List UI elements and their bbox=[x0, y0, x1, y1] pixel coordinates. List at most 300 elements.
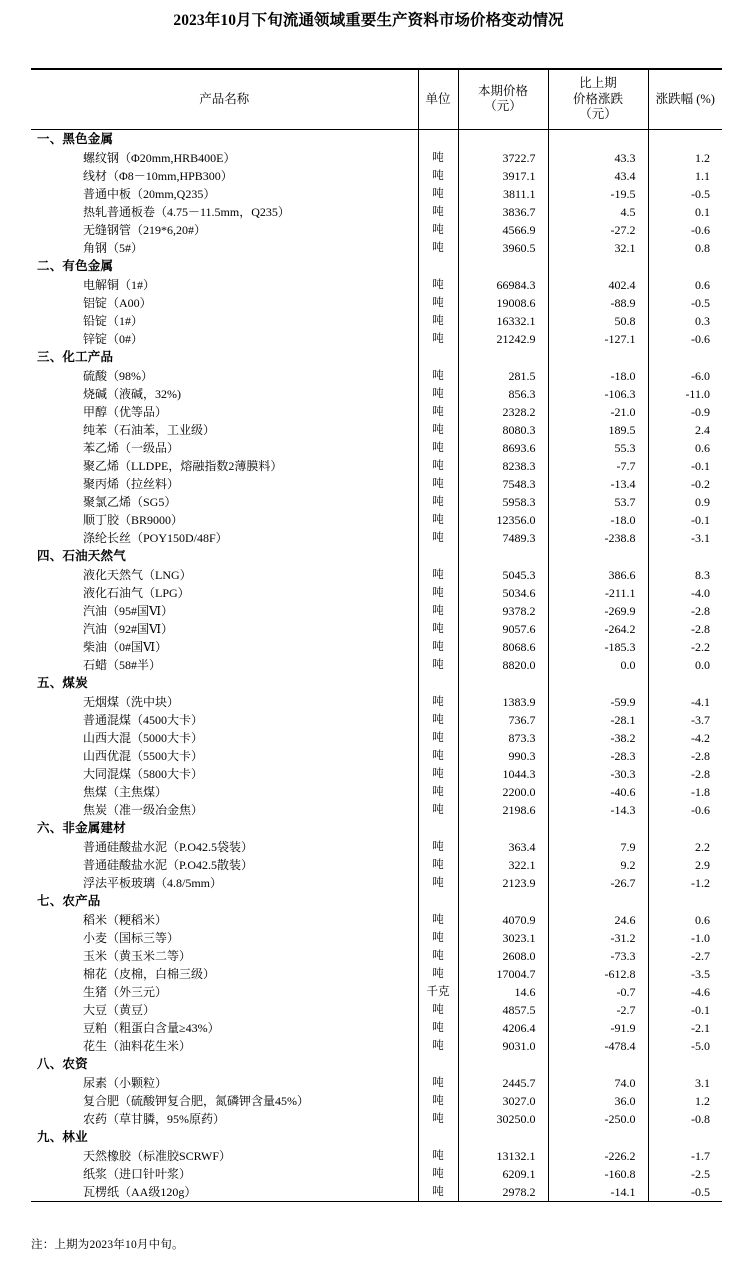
section-empty-cell-change bbox=[548, 1055, 648, 1074]
current-price: 2123.9 bbox=[458, 874, 548, 892]
product-unit: 吨 bbox=[418, 747, 458, 765]
table-row bbox=[31, 638, 722, 656]
percent-change: 0.6 bbox=[648, 911, 722, 929]
product-unit: 吨 bbox=[418, 475, 458, 493]
product-name: 稻米（粳稻米） bbox=[83, 912, 168, 927]
table-row bbox=[31, 1183, 722, 1202]
table-row bbox=[31, 1092, 722, 1110]
current-price: 5045.3 bbox=[458, 566, 548, 584]
section-empty-cell-pct bbox=[648, 674, 722, 693]
price-change: 7.9 bbox=[548, 838, 648, 856]
percent-change: -3.5 bbox=[648, 965, 722, 983]
percent-change: 2.4 bbox=[648, 421, 722, 439]
section-empty-cell-pct bbox=[648, 129, 722, 149]
column-header-current-price-line1: 本期价格 bbox=[477, 83, 528, 98]
product-name: 涤纶长丝（POY150D/48F） bbox=[83, 530, 228, 545]
section-empty-cell-unit bbox=[418, 674, 458, 693]
product-name: 纯苯（石油苯，工业级） bbox=[83, 422, 216, 437]
percent-change: -0.9 bbox=[648, 403, 722, 421]
price-change: -18.0 bbox=[548, 367, 648, 385]
section-empty-cell-price bbox=[458, 674, 548, 693]
product-name: 普通硅酸盐水泥（P.O42.5散装） bbox=[83, 857, 254, 872]
product-unit: 吨 bbox=[418, 167, 458, 185]
table-row bbox=[31, 838, 722, 856]
column-header-price-change-line1: 比上期 bbox=[579, 76, 617, 90]
product-name: 天然橡胶（标准胶SCRWF） bbox=[83, 1148, 232, 1163]
table-header bbox=[31, 69, 722, 129]
section-empty-cell-change bbox=[548, 547, 648, 566]
percent-change: -0.5 bbox=[648, 185, 722, 203]
percent-change: -0.1 bbox=[648, 511, 722, 529]
product-unit: 吨 bbox=[418, 693, 458, 711]
percent-change: -0.1 bbox=[648, 1001, 722, 1019]
current-price: 1383.9 bbox=[458, 693, 548, 711]
price-change: -0.7 bbox=[548, 983, 648, 1001]
product-name: 焦煤（主焦煤） bbox=[83, 784, 168, 799]
product-unit: 吨 bbox=[418, 783, 458, 801]
section-empty-cell-change bbox=[548, 892, 648, 911]
table-row bbox=[31, 439, 722, 457]
price-change: -38.2 bbox=[548, 729, 648, 747]
current-price: 3960.5 bbox=[458, 239, 548, 257]
current-price: 17004.7 bbox=[458, 965, 548, 983]
product-name: 热轧普通板卷（4.75－11.5mm，Q235） bbox=[83, 204, 290, 219]
table-header-row bbox=[31, 69, 722, 129]
percent-change: 3.1 bbox=[648, 1074, 722, 1092]
percent-change: 1.1 bbox=[648, 167, 722, 185]
table-row bbox=[31, 947, 722, 965]
table-row bbox=[31, 765, 722, 783]
percent-change: -2.2 bbox=[648, 638, 722, 656]
section-empty-cell-pct bbox=[648, 257, 722, 276]
current-price: 3917.1 bbox=[458, 167, 548, 185]
percent-change: -0.5 bbox=[648, 1183, 722, 1202]
product-name: 聚乙烯（LLDPE，熔融指数2薄膜料） bbox=[83, 458, 283, 473]
price-change: 4.5 bbox=[548, 203, 648, 221]
current-price: 66984.3 bbox=[458, 276, 548, 294]
table-row bbox=[31, 1001, 722, 1019]
price-change: 386.6 bbox=[548, 566, 648, 584]
price-change: -238.8 bbox=[548, 529, 648, 547]
percent-change: -2.1 bbox=[648, 1019, 722, 1037]
product-unit: 吨 bbox=[418, 439, 458, 457]
product-name: 液化天然气（LNG） bbox=[83, 567, 192, 582]
page-title: 2023年10月下旬流通领域重要生产资料市场价格变动情况 bbox=[173, 12, 564, 29]
current-price: 21242.9 bbox=[458, 330, 548, 348]
table-row bbox=[31, 511, 722, 529]
section-label: 九、林业 bbox=[37, 1129, 88, 1144]
product-unit: 吨 bbox=[418, 493, 458, 511]
section-label: 六、非金属建材 bbox=[37, 820, 126, 835]
percent-change: 0.8 bbox=[648, 239, 722, 257]
product-unit: 吨 bbox=[418, 421, 458, 439]
product-name: 大豆（黄豆） bbox=[83, 1002, 156, 1017]
current-price: 3023.1 bbox=[458, 929, 548, 947]
price-change: -160.8 bbox=[548, 1165, 648, 1183]
product-unit: 吨 bbox=[418, 965, 458, 983]
price-change: 36.0 bbox=[548, 1092, 648, 1110]
current-price: 8080.3 bbox=[458, 421, 548, 439]
product-name: 苯乙烯（一级品） bbox=[83, 440, 180, 455]
percent-change: -2.8 bbox=[648, 620, 722, 638]
section-empty-cell-price bbox=[458, 1055, 548, 1074]
current-price: 4566.9 bbox=[458, 221, 548, 239]
product-unit: 吨 bbox=[418, 239, 458, 257]
product-unit: 吨 bbox=[418, 711, 458, 729]
product-unit: 吨 bbox=[418, 1147, 458, 1165]
product-unit: 吨 bbox=[418, 729, 458, 747]
product-name: 硫酸（98%） bbox=[83, 368, 153, 383]
current-price: 4857.5 bbox=[458, 1001, 548, 1019]
current-price: 2328.2 bbox=[458, 403, 548, 421]
price-change: -26.7 bbox=[548, 874, 648, 892]
percent-change: -4.6 bbox=[648, 983, 722, 1001]
section-empty-cell-unit bbox=[418, 257, 458, 276]
product-name: 农药（草甘膦，95%原药） bbox=[83, 1111, 225, 1126]
product-name: 顺丁胶（BR9000） bbox=[83, 512, 184, 527]
table-row bbox=[31, 475, 722, 493]
current-price: 5958.3 bbox=[458, 493, 548, 511]
product-name: 山西优混（5500大卡） bbox=[83, 748, 204, 763]
product-unit: 吨 bbox=[418, 149, 458, 167]
section-empty-cell-unit bbox=[418, 819, 458, 838]
current-price: 19008.6 bbox=[458, 294, 548, 312]
table-row bbox=[31, 729, 722, 747]
price-change: -88.9 bbox=[548, 294, 648, 312]
product-unit: 吨 bbox=[418, 1001, 458, 1019]
table-section-header-row bbox=[31, 1055, 722, 1074]
price-change: 0.0 bbox=[548, 656, 648, 674]
table-row bbox=[31, 1147, 722, 1165]
price-table-container bbox=[31, 68, 722, 1202]
percent-change: 0.0 bbox=[648, 656, 722, 674]
percent-change: -0.2 bbox=[648, 475, 722, 493]
product-name: 电解铜（1#） bbox=[83, 277, 156, 292]
product-name: 无烟煤（洗中块） bbox=[83, 694, 180, 709]
table-row bbox=[31, 1037, 722, 1055]
section-label: 一、黑色金属 bbox=[37, 131, 114, 146]
section-empty-cell-price bbox=[458, 547, 548, 566]
product-unit: 吨 bbox=[418, 856, 458, 874]
section-label: 四、石油天然气 bbox=[37, 548, 126, 563]
percent-change: 0.3 bbox=[648, 312, 722, 330]
section-empty-cell-price bbox=[458, 257, 548, 276]
section-empty-cell-unit bbox=[418, 1055, 458, 1074]
product-unit: 吨 bbox=[418, 838, 458, 856]
product-name: 小麦（国标三等） bbox=[83, 930, 180, 945]
product-name: 锌锭（0#） bbox=[83, 331, 144, 346]
section-empty-cell-unit bbox=[418, 1128, 458, 1147]
product-unit: 吨 bbox=[418, 457, 458, 475]
product-name: 聚氯乙烯（SG5） bbox=[83, 494, 177, 509]
section-empty-cell-unit bbox=[418, 547, 458, 566]
table-row bbox=[31, 367, 722, 385]
product-name: 聚丙烯（拉丝料） bbox=[83, 476, 180, 491]
percent-change: -2.8 bbox=[648, 765, 722, 783]
product-name: 汽油（95#国Ⅵ） bbox=[83, 603, 174, 618]
table-row bbox=[31, 167, 722, 185]
product-name: 棉花（皮棉，白棉三级） bbox=[83, 966, 216, 981]
price-change: -73.3 bbox=[548, 947, 648, 965]
current-price: 30250.0 bbox=[458, 1110, 548, 1128]
percent-change: 0.6 bbox=[648, 276, 722, 294]
product-unit: 吨 bbox=[418, 911, 458, 929]
product-name: 铝锭（A00） bbox=[83, 295, 152, 310]
current-price: 363.4 bbox=[458, 838, 548, 856]
product-name: 普通中板（20mm,Q235） bbox=[83, 186, 216, 201]
table-section-header-row bbox=[31, 257, 722, 276]
table-section-header-row bbox=[31, 1128, 722, 1147]
current-price: 2978.2 bbox=[458, 1183, 548, 1202]
product-name: 柴油（0#国Ⅵ） bbox=[83, 639, 168, 654]
product-name: 螺纹钢（Φ20mm,HRB400E） bbox=[83, 150, 236, 165]
current-price: 873.3 bbox=[458, 729, 548, 747]
current-price: 5034.6 bbox=[458, 584, 548, 602]
percent-change: -3.7 bbox=[648, 711, 722, 729]
current-price: 7548.3 bbox=[458, 475, 548, 493]
percent-change: 0.6 bbox=[648, 439, 722, 457]
column-header-price-change bbox=[548, 69, 648, 129]
product-name: 大同混煤（5800大卡） bbox=[83, 766, 204, 781]
table-row bbox=[31, 856, 722, 874]
price-change: -31.2 bbox=[548, 929, 648, 947]
percent-change: 1.2 bbox=[648, 149, 722, 167]
price-change: -478.4 bbox=[548, 1037, 648, 1055]
price-change: -264.2 bbox=[548, 620, 648, 638]
section-empty-cell-unit bbox=[418, 348, 458, 367]
percent-change: -11.0 bbox=[648, 385, 722, 403]
current-price: 7489.3 bbox=[458, 529, 548, 547]
table-row bbox=[31, 965, 722, 983]
product-unit: 吨 bbox=[418, 874, 458, 892]
current-price: 3836.7 bbox=[458, 203, 548, 221]
price-change: -106.3 bbox=[548, 385, 648, 403]
table-row bbox=[31, 911, 722, 929]
percent-change: -2.8 bbox=[648, 602, 722, 620]
section-empty-cell-pct bbox=[648, 892, 722, 911]
product-name: 铅锭（1#） bbox=[83, 313, 144, 328]
table-row bbox=[31, 693, 722, 711]
percent-change: -6.0 bbox=[648, 367, 722, 385]
current-price: 9378.2 bbox=[458, 602, 548, 620]
percent-change: -1.8 bbox=[648, 783, 722, 801]
price-change: 53.7 bbox=[548, 493, 648, 511]
section-empty-cell-change bbox=[548, 257, 648, 276]
percent-change: -0.1 bbox=[648, 457, 722, 475]
section-empty-cell-pct bbox=[648, 348, 722, 367]
current-price: 736.7 bbox=[458, 711, 548, 729]
product-unit: 吨 bbox=[418, 765, 458, 783]
product-unit: 吨 bbox=[418, 929, 458, 947]
current-price: 4206.4 bbox=[458, 1019, 548, 1037]
percent-change: -3.1 bbox=[648, 529, 722, 547]
table-row bbox=[31, 385, 722, 403]
column-header-percent-change: 涨跌幅 (%) bbox=[648, 69, 722, 129]
product-name: 无缝钢管（219*6,20#） bbox=[83, 222, 207, 237]
product-unit: 吨 bbox=[418, 1092, 458, 1110]
table-row bbox=[31, 276, 722, 294]
current-price: 8693.6 bbox=[458, 439, 548, 457]
product-unit: 吨 bbox=[418, 1110, 458, 1128]
section-label: 五、煤炭 bbox=[37, 675, 88, 690]
price-change: -18.0 bbox=[548, 511, 648, 529]
product-unit: 吨 bbox=[418, 203, 458, 221]
table-row bbox=[31, 929, 722, 947]
product-name: 石蜡（58#半） bbox=[83, 657, 162, 672]
table-row bbox=[31, 983, 722, 1001]
price-change: 402.4 bbox=[548, 276, 648, 294]
section-empty-cell-price bbox=[458, 1128, 548, 1147]
product-unit: 吨 bbox=[418, 1037, 458, 1055]
price-change: -612.8 bbox=[548, 965, 648, 983]
price-change: -269.9 bbox=[548, 602, 648, 620]
current-price: 9031.0 bbox=[458, 1037, 548, 1055]
current-price: 1044.3 bbox=[458, 765, 548, 783]
price-change: 43.4 bbox=[548, 167, 648, 185]
percent-change: -4.0 bbox=[648, 584, 722, 602]
product-unit: 吨 bbox=[418, 620, 458, 638]
column-header-product-name: 产品名称 bbox=[31, 69, 418, 129]
section-empty-cell-change bbox=[548, 129, 648, 149]
current-price: 4070.9 bbox=[458, 911, 548, 929]
product-unit: 吨 bbox=[418, 385, 458, 403]
current-price: 9057.6 bbox=[458, 620, 548, 638]
price-change: -28.3 bbox=[548, 747, 648, 765]
column-header-price-change-line2: 价格涨跌 bbox=[572, 91, 623, 106]
table-body bbox=[31, 129, 722, 1201]
current-price: 856.3 bbox=[458, 385, 548, 403]
column-header-unit: 单位 bbox=[418, 69, 458, 129]
section-empty-cell-change bbox=[548, 819, 648, 838]
section-label: 三、化工产品 bbox=[37, 349, 114, 364]
table-row bbox=[31, 493, 722, 511]
table-row bbox=[31, 874, 722, 892]
table-row bbox=[31, 1165, 722, 1183]
section-empty-cell-price bbox=[458, 348, 548, 367]
price-change: -27.2 bbox=[548, 221, 648, 239]
table-row bbox=[31, 566, 722, 584]
table-row bbox=[31, 801, 722, 819]
product-name: 瓦楞纸（AA级120g） bbox=[31, 1183, 418, 1202]
product-name: 浮法平板玻璃（4.8/5mm） bbox=[83, 875, 223, 890]
section-label: 七、农产品 bbox=[37, 893, 101, 908]
current-price: 3722.7 bbox=[458, 149, 548, 167]
price-change: 9.2 bbox=[548, 856, 648, 874]
product-unit: 吨 bbox=[418, 1019, 458, 1037]
price-change: -2.7 bbox=[548, 1001, 648, 1019]
product-name: 玉米（黄玉米二等） bbox=[83, 948, 192, 963]
price-change: -30.3 bbox=[548, 765, 648, 783]
table-section-header-row bbox=[31, 348, 722, 367]
column-header-price-change-line3: （元） bbox=[579, 107, 617, 122]
product-unit: 吨 bbox=[418, 566, 458, 584]
price-change: 74.0 bbox=[548, 1074, 648, 1092]
percent-change: -1.7 bbox=[648, 1147, 722, 1165]
table-row bbox=[31, 421, 722, 439]
price-change: 50.8 bbox=[548, 312, 648, 330]
price-change: 24.6 bbox=[548, 911, 648, 929]
price-change: -226.2 bbox=[548, 1147, 648, 1165]
table-row bbox=[31, 529, 722, 547]
current-price: 14.6 bbox=[458, 983, 548, 1001]
current-price: 3027.0 bbox=[458, 1092, 548, 1110]
percent-change: 2.2 bbox=[648, 838, 722, 856]
product-unit: 吨 bbox=[418, 584, 458, 602]
product-unit: 吨 bbox=[418, 638, 458, 656]
product-name: 角钢（5#） bbox=[83, 240, 144, 255]
price-change: 189.5 bbox=[548, 421, 648, 439]
product-unit: 吨 bbox=[418, 185, 458, 203]
product-unit: 吨 bbox=[418, 529, 458, 547]
table-row bbox=[31, 1019, 722, 1037]
product-unit: 吨 bbox=[418, 403, 458, 421]
percent-change: -2.7 bbox=[648, 947, 722, 965]
product-unit: 吨 bbox=[418, 312, 458, 330]
percent-change: -0.8 bbox=[648, 1110, 722, 1128]
table-row bbox=[31, 185, 722, 203]
product-unit: 吨 bbox=[418, 367, 458, 385]
product-unit: 吨 bbox=[418, 330, 458, 348]
product-name: 纸浆（进口针叶浆） bbox=[83, 1166, 192, 1181]
percent-change: 0.9 bbox=[648, 493, 722, 511]
price-change: -13.4 bbox=[548, 475, 648, 493]
product-unit: 吨 bbox=[418, 294, 458, 312]
table-row bbox=[31, 584, 722, 602]
table-section-header-row bbox=[31, 129, 722, 149]
percent-change: 2.9 bbox=[648, 856, 722, 874]
section-empty-cell-price bbox=[458, 819, 548, 838]
current-price: 322.1 bbox=[458, 856, 548, 874]
column-header-current-price-line2: （元） bbox=[484, 99, 522, 114]
current-price: 8820.0 bbox=[458, 656, 548, 674]
section-empty-cell-pct bbox=[648, 1055, 722, 1074]
product-unit: 吨 bbox=[418, 1183, 458, 1202]
product-name: 花生（油料花生米） bbox=[83, 1038, 192, 1053]
percent-change: -1.0 bbox=[648, 929, 722, 947]
section-empty-cell-change bbox=[548, 674, 648, 693]
table-section-header-row bbox=[31, 892, 722, 911]
percent-change: 0.1 bbox=[648, 203, 722, 221]
product-unit: 吨 bbox=[418, 276, 458, 294]
product-unit: 吨 bbox=[418, 221, 458, 239]
section-empty-cell-change bbox=[548, 348, 648, 367]
table-row bbox=[31, 294, 722, 312]
product-unit: 千克 bbox=[418, 983, 458, 1001]
product-name: 普通硅酸盐水泥（P.O42.5袋装） bbox=[83, 839, 254, 854]
product-name: 复合肥（硫酸钾复合肥，氮磷钾含量45%） bbox=[83, 1093, 309, 1108]
product-name: 豆粕（粗蛋白含量≥43%） bbox=[83, 1020, 220, 1035]
table-row bbox=[31, 330, 722, 348]
percent-change: -0.6 bbox=[648, 221, 722, 239]
product-name: 普通混煤（4500大卡） bbox=[83, 712, 204, 727]
current-price: 8238.3 bbox=[458, 457, 548, 475]
price-change: -14.1 bbox=[548, 1183, 648, 1202]
price-change: -250.0 bbox=[548, 1110, 648, 1128]
product-name: 烧碱（液碱，32%) bbox=[83, 386, 181, 401]
current-price: 2198.6 bbox=[458, 801, 548, 819]
section-label: 二、有色金属 bbox=[37, 258, 114, 273]
table-row bbox=[31, 711, 722, 729]
product-name: 尿素（小颗粒） bbox=[83, 1075, 168, 1090]
price-change: 43.3 bbox=[548, 149, 648, 167]
product-unit: 吨 bbox=[418, 511, 458, 529]
percent-change: -2.8 bbox=[648, 747, 722, 765]
percent-change: -0.6 bbox=[648, 330, 722, 348]
section-label: 八、农资 bbox=[37, 1056, 88, 1071]
product-name: 液化石油气（LPG） bbox=[83, 585, 190, 600]
table-row bbox=[31, 239, 722, 257]
section-empty-cell-unit bbox=[418, 129, 458, 149]
